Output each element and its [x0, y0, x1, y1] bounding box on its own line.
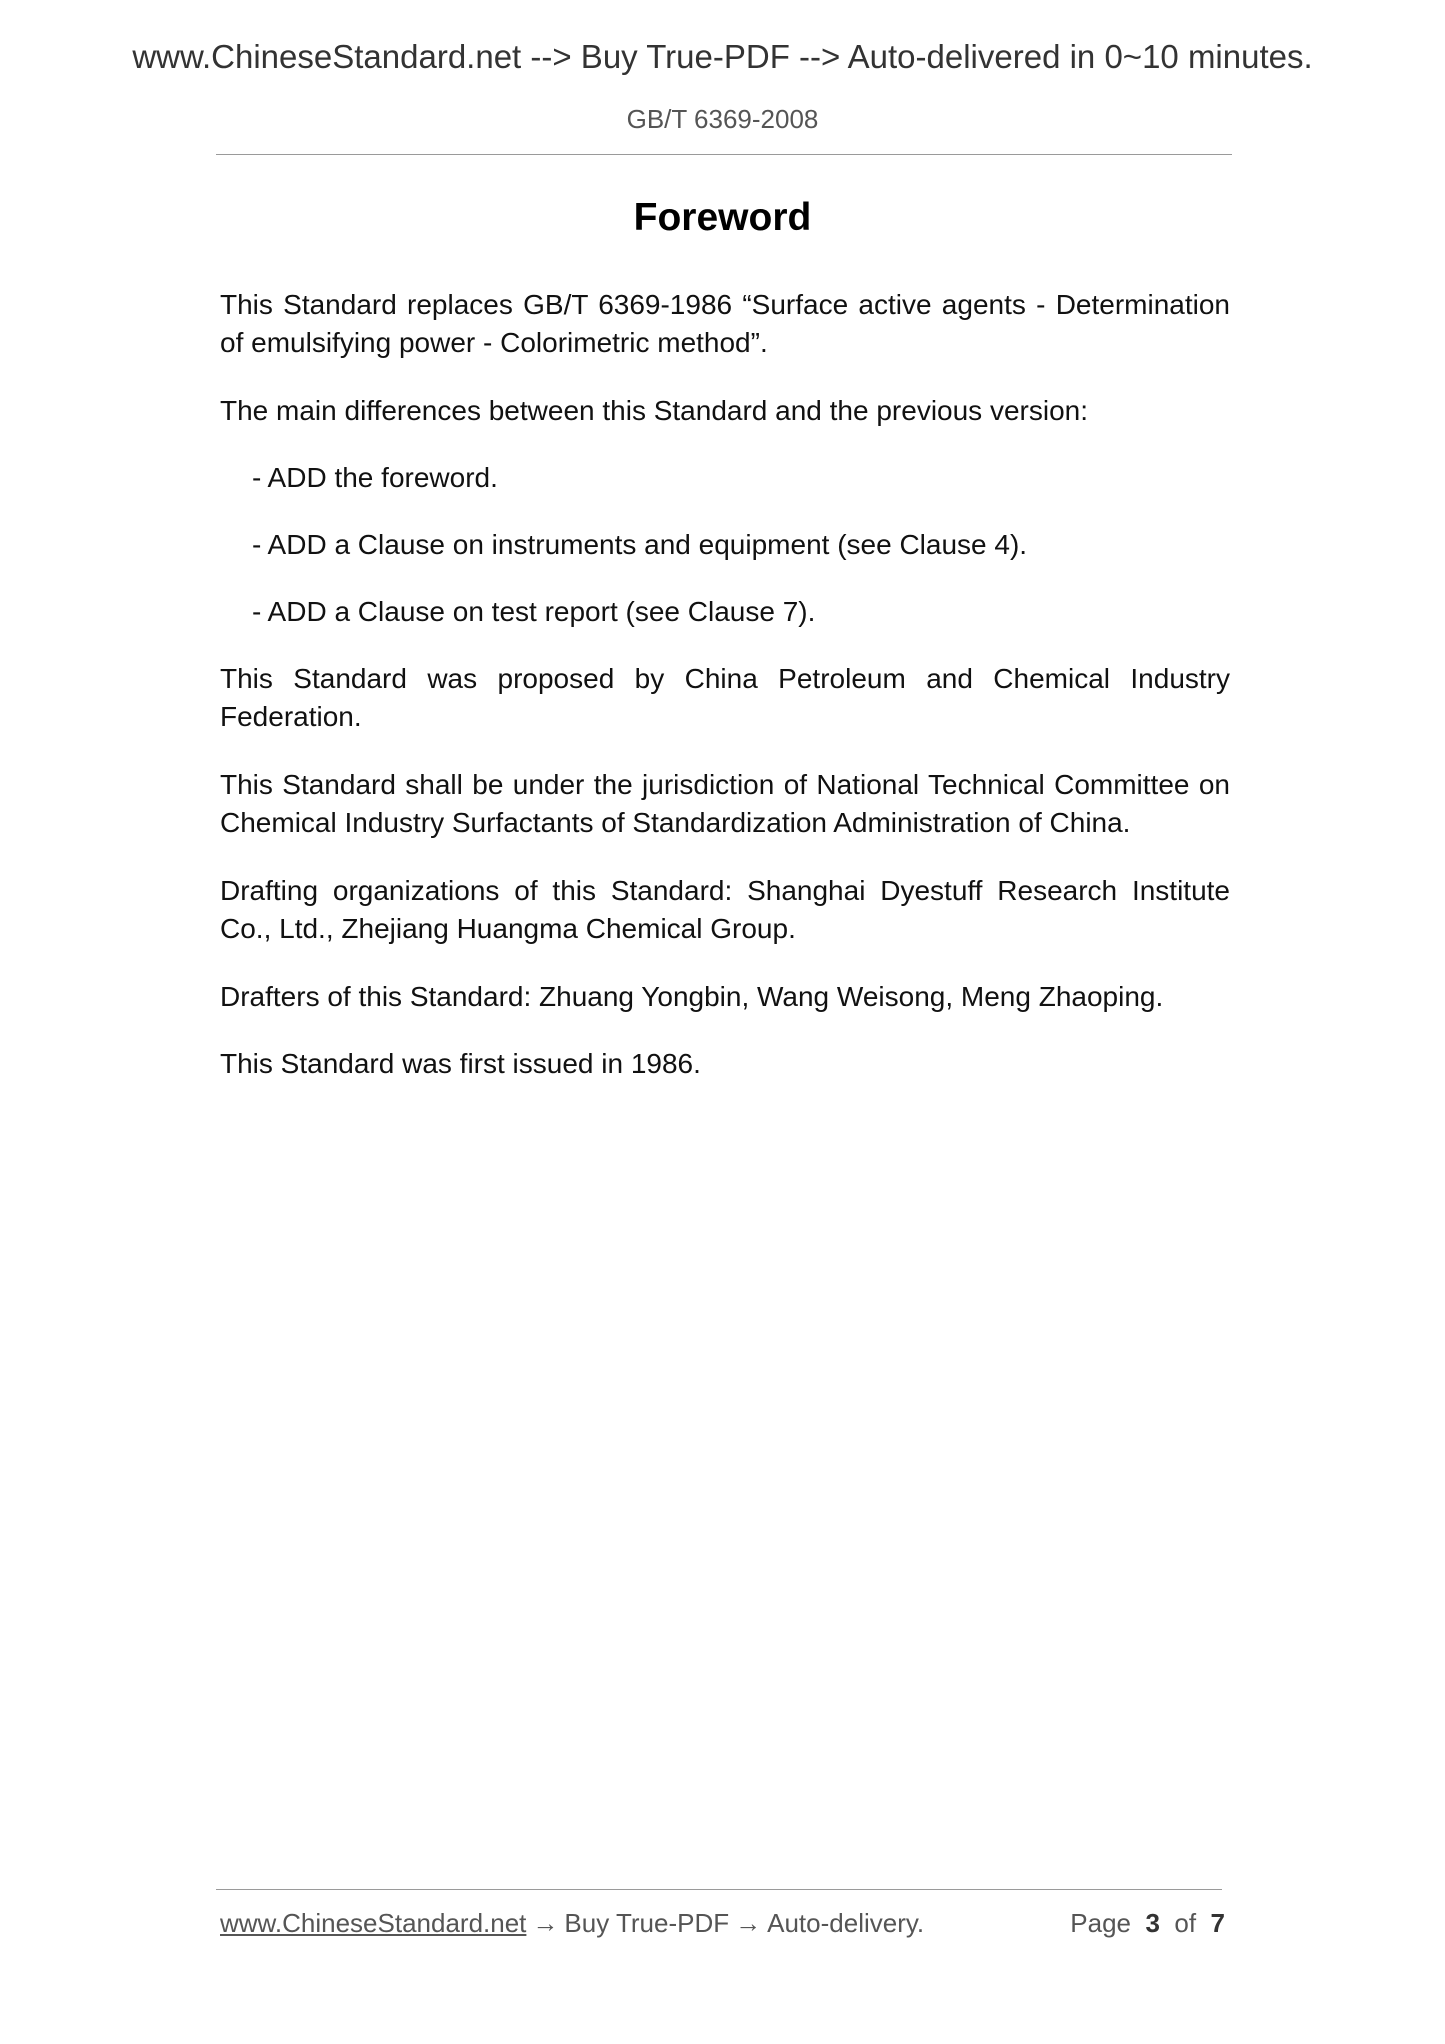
- footer-divider: [216, 1889, 1222, 1890]
- page-current: 3: [1145, 1908, 1160, 1938]
- page-number: [1070, 1908, 1225, 1939]
- page-footer: [220, 1908, 1225, 1944]
- paragraph-drafters: Drafters of this Standard: Zhuang Yongbin, Wang Weisong, Meng Zhaoping.: [220, 981, 1164, 1012]
- footer-links: [220, 1908, 924, 1939]
- list-item: - ADD a Clause on instruments and equipment (see Clause 4).: [252, 529, 1028, 560]
- arrow-right-icon: →: [735, 1908, 762, 1938]
- paragraph-first-issued: This Standard was first issued in 1986.: [220, 1048, 701, 1079]
- list-item: - ADD the foreword.: [252, 462, 498, 493]
- of-label: of: [1174, 1908, 1197, 1938]
- page-label: Page: [1070, 1908, 1132, 1938]
- footer-buy-text: Buy True-PDF: [564, 1908, 730, 1938]
- chinesestandard-link[interactable]: www.ChineseStandard.net: [220, 1908, 527, 1938]
- page-title: Foreword: [633, 196, 812, 239]
- paragraph-differences: The main differences between this Standard and the previous version:: [220, 395, 1088, 426]
- paragraph-jurisdiction: This Standard shall be under the jurisdiction of National Technical Committee on Chemical Industry Surfactants of Standardization Administration of China.: [220, 769, 1230, 838]
- list-item: - ADD a Clause on test report (see Clause 7).: [252, 596, 816, 627]
- paragraph-replaces: This Standard replaces GB/T 6369-1986 “Surface active agents - Determination of emulsifying power - Colorimetric method”.: [220, 289, 1230, 358]
- header-divider: [216, 154, 1232, 155]
- arrow-right-icon: →: [532, 1908, 559, 1938]
- paragraph-proposed: This Standard was proposed by China Petroleum and Chemical Industry Federation.: [220, 663, 1230, 732]
- document-code: GB/T 6369-2008: [626, 104, 819, 134]
- top-banner: www.ChineseStandard.net --> Buy True-PDF --> Auto-delivered in 0~10 minutes.: [132, 38, 1313, 75]
- page-total: 7: [1210, 1908, 1225, 1938]
- footer-delivery-text: Auto-delivery.: [767, 1908, 925, 1938]
- paragraph-drafting-organizations: Drafting organizations of this Standard: Shanghai Dyestuff Research Institute Co., Ltd., Zhejiang Huangma Chemical Group.: [220, 875, 1230, 944]
